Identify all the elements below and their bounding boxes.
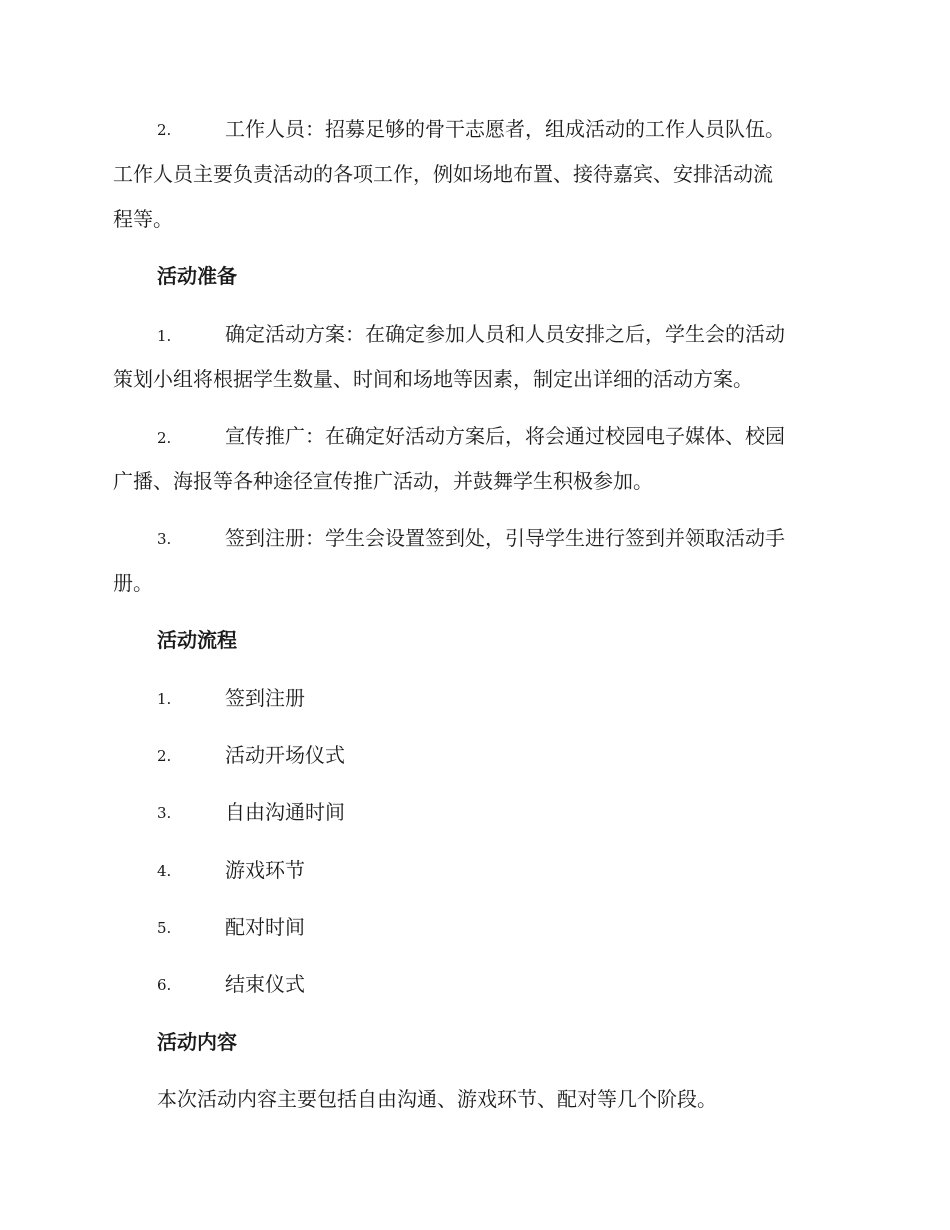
paragraph-line: 广播、海报等各种途径宣传推广活动，并鼓舞学生积极参加。 bbox=[113, 469, 653, 493]
paragraph-line: 工作人员主要负责活动的各项工作，例如场地布置、接待嘉宾、安排活动流 bbox=[113, 162, 773, 186]
list-item-text: 签到注册 bbox=[225, 686, 305, 710]
section-heading-prep: 活动准备 bbox=[157, 264, 237, 288]
list-item-text: 结束仪式 bbox=[225, 972, 305, 996]
paragraph-line: 册。 bbox=[113, 571, 153, 595]
list-item-text: 宣传推广：在确定好活动方案后，将会通过校园电子媒体、校园 bbox=[225, 424, 785, 448]
list-item-text: 自由沟通时间 bbox=[225, 800, 345, 824]
list-number: 5. bbox=[157, 919, 172, 937]
list-item-text: 确定活动方案：在确定参加人员和人员安排之后，学生会的活动 bbox=[225, 322, 785, 346]
list-number: 2. bbox=[157, 121, 172, 139]
paragraph-line: 策划小组将根据学生数量、时间和场地等因素，制定出详细的活动方案。 bbox=[113, 367, 753, 391]
paragraph-line: 本次活动内容主要包括自由沟通、游戏环节、配对等几个阶段。 bbox=[157, 1087, 717, 1111]
section-heading-flow: 活动流程 bbox=[157, 628, 237, 652]
list-number: 2. bbox=[157, 747, 172, 765]
list-number: 2. bbox=[157, 429, 172, 447]
section-heading-content: 活动内容 bbox=[157, 1030, 237, 1054]
list-number: 4. bbox=[157, 862, 172, 880]
paragraph-line: 程等。 bbox=[113, 207, 173, 231]
list-item-text: 签到注册：学生会设置签到处，引导学生进行签到并领取活动手 bbox=[225, 526, 785, 550]
list-item-text: 活动开场仪式 bbox=[225, 743, 345, 767]
list-number: 6. bbox=[157, 976, 172, 994]
list-number: 3. bbox=[157, 530, 172, 548]
list-number: 1. bbox=[157, 327, 172, 345]
list-item-text: 配对时间 bbox=[225, 915, 305, 939]
list-item-text: 游戏环节 bbox=[225, 858, 305, 882]
list-number: 1. bbox=[157, 690, 172, 708]
list-number: 3. bbox=[157, 804, 172, 822]
list-item-text: 工作人员：招募足够的骨干志愿者，组成活动的工作人员队伍。 bbox=[225, 117, 785, 141]
